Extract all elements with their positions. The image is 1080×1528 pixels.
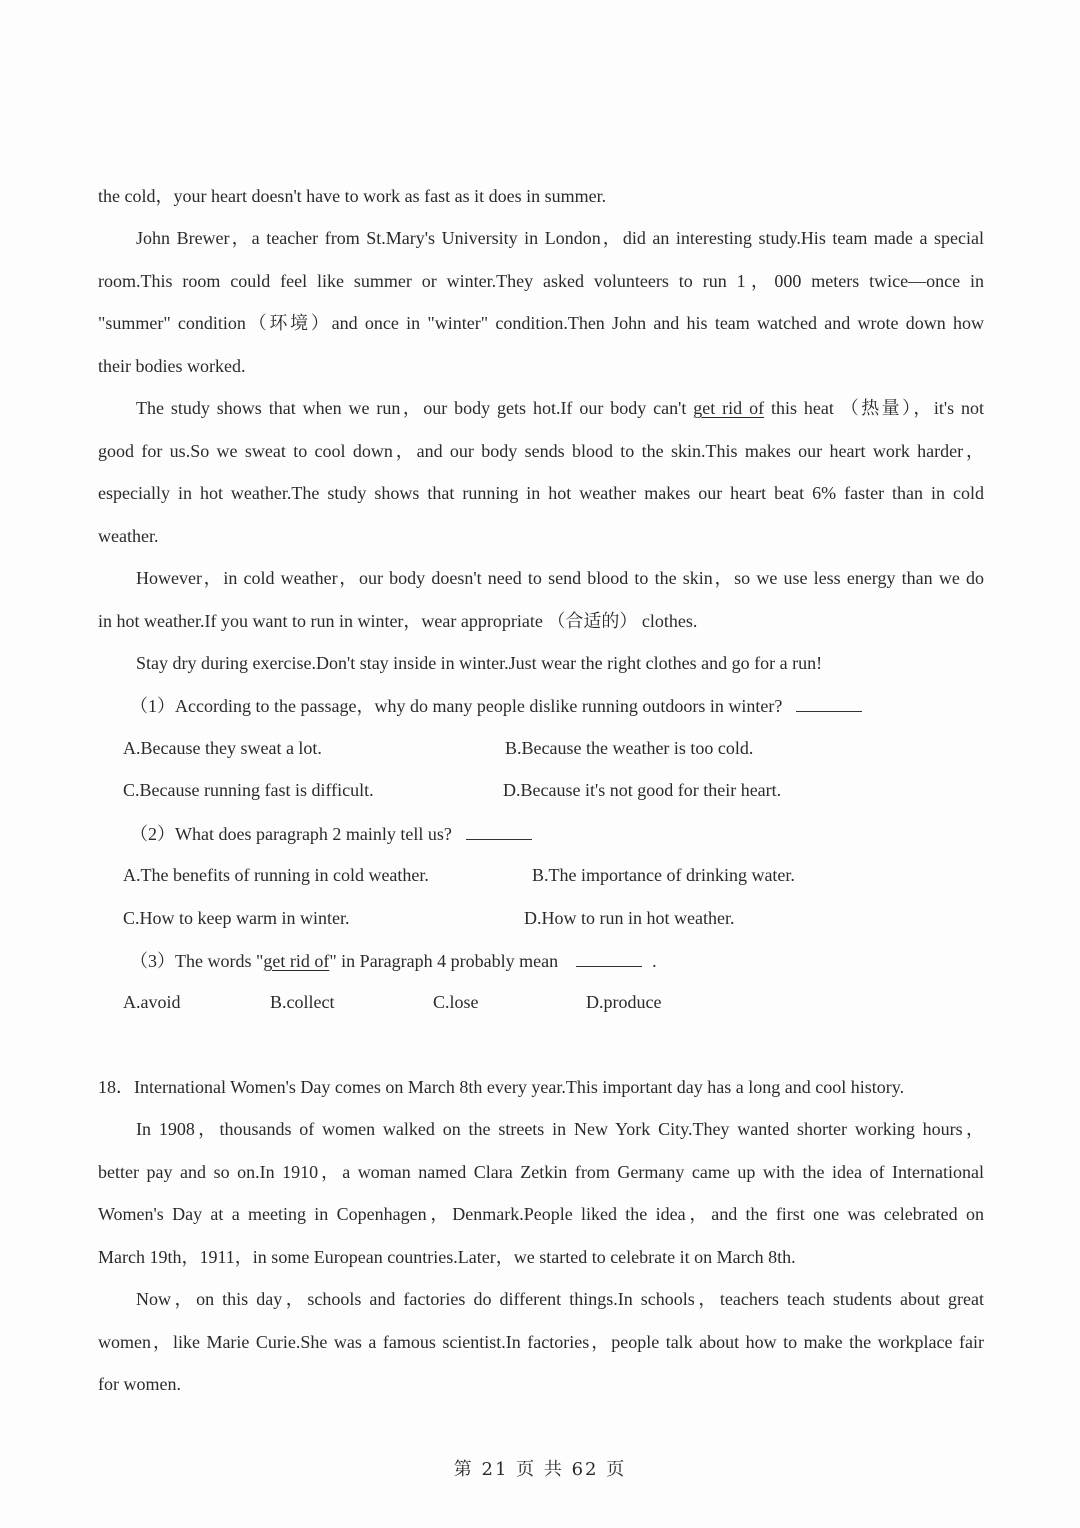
option-a: A.Because they sweat a lot. xyxy=(123,738,322,758)
option-a: A.avoid xyxy=(123,992,181,1012)
paragraph-line: in hot weather.If you want to run in winter，wear appropriate （合适的） clothes. xyxy=(98,611,698,631)
paragraph-line: better pay and so on.In 1910，a woman named Clara Zetkin from Germany came up with the idea of International xyxy=(98,1162,984,1182)
paragraph-line: the cold，your heart doesn't have to work as fast as it does in summer. xyxy=(98,186,607,206)
answer-blank xyxy=(576,948,642,967)
paragraph-line: "summer" condition（环境）and once in "winter" condition.Then John and his team watched and wrote down how xyxy=(98,313,984,333)
paragraph-line: John Brewer，a teacher from St.Mary's University in London，did an interesting study.His team made a special xyxy=(136,228,984,248)
paragraph-line: weather. xyxy=(98,526,159,546)
option-b: B.collect xyxy=(270,992,335,1012)
question-text: " in Paragraph 4 probably mean xyxy=(329,951,559,971)
paragraph-line xyxy=(136,396,984,420)
option-b: B.Because the weather is too cold. xyxy=(505,738,754,758)
question-text: （1）According to the passage，why do many people dislike running outdoors in winter? xyxy=(130,696,783,716)
page-number-footer: 第 21 页 共 62 页 xyxy=(453,1459,627,1480)
question-text: （2）What does paragraph 2 mainly tell us? xyxy=(130,824,452,844)
question-3 xyxy=(130,948,657,973)
paragraph-line: Stay dry during exercise.Don't stay inside in winter.Just wear the right clothes and go for a run! xyxy=(136,653,823,673)
question-2 xyxy=(130,821,532,846)
paragraph-line: good for us.So we sweat to cool down，and our body sends blood to the skin.This makes our heart work harder， xyxy=(98,441,984,461)
paragraph-line: In 1908，thousands of women walked on the streets in New York City.They wanted shorter working hours， xyxy=(136,1119,984,1139)
paragraph-line: Now，on this day，schools and factories do different things.In schools，teachers teach students about great xyxy=(136,1289,984,1309)
option-b: B.The importance of drinking water. xyxy=(532,865,795,885)
paragraph-line: especially in hot weather.The study shows that running in hot weather makes our heart beat 6% faster than in cold xyxy=(98,483,984,503)
underlined-phrase: get rid of xyxy=(263,951,330,971)
answer-blank xyxy=(796,693,862,712)
paragraph-line: However，in cold weather，our body doesn't need to send blood to the skin，so we use less energy than we do xyxy=(136,568,984,588)
paragraph-line: Women's Day at a meeting in Copenhagen，Denmark.People liked the idea，and the first one was celebrated on xyxy=(98,1204,984,1224)
question-1 xyxy=(130,693,862,718)
section-18-heading: 18．International Women's Day comes on March 8th every year.This important day has a long and cool history. xyxy=(98,1077,905,1097)
text-span: The study shows that when we run，our body gets hot.If our body can't xyxy=(136,398,694,418)
period: . xyxy=(652,951,657,971)
option-d: D.How to run in hot weather. xyxy=(524,908,735,928)
question-text: （3）The words " xyxy=(130,951,264,971)
answer-blank xyxy=(466,821,532,840)
paragraph-line: women，like Marie Curie.She was a famous scientist.In factories，people talk about how to make the workplace fair xyxy=(98,1332,984,1352)
option-d: D.produce xyxy=(586,992,662,1012)
text-span: this heat （热量），it's not xyxy=(764,398,984,418)
option-c: C.How to keep warm in winter. xyxy=(123,908,350,928)
paragraph-line: for women. xyxy=(98,1374,181,1394)
option-c: C.lose xyxy=(433,992,479,1012)
paragraph-line: their bodies worked. xyxy=(98,356,246,376)
option-d: D.Because it's not good for their heart. xyxy=(503,780,782,800)
paragraph-line: March 19th，1911，in some European countries.Later，we started to celebrate it on March 8th. xyxy=(98,1247,796,1267)
option-a: A.The benefits of running in cold weather. xyxy=(123,865,429,885)
paragraph-line: room.This room could feel like summer or winter.They asked volunteers to run 1，000 meters twice—once in xyxy=(98,271,984,291)
option-c: C.Because running fast is difficult. xyxy=(123,780,374,800)
underlined-phrase: get rid of xyxy=(693,398,765,418)
